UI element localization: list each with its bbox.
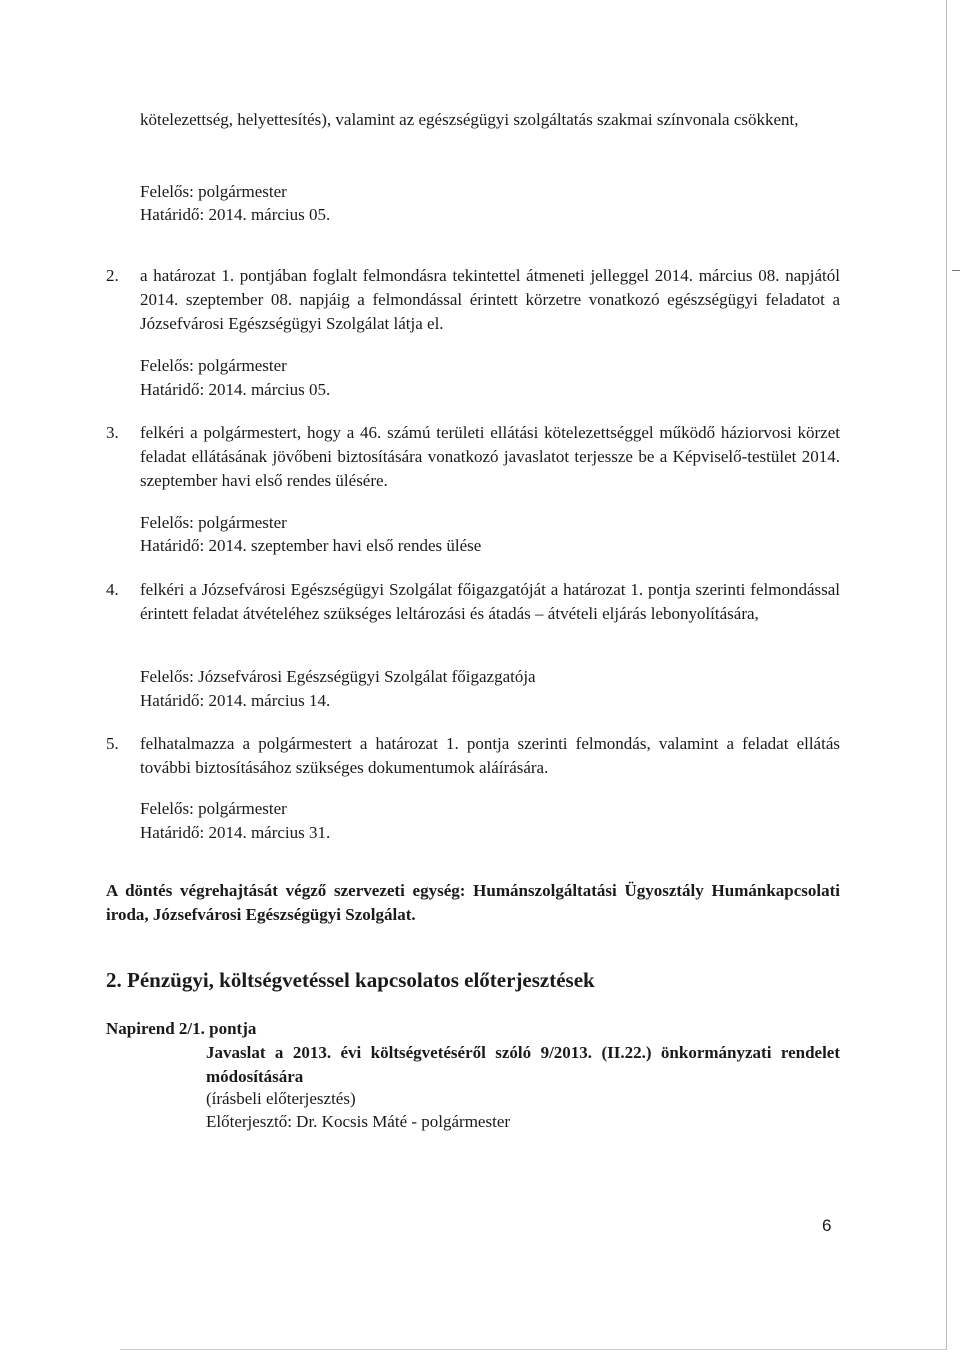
scan-bottom-line	[120, 1349, 946, 1350]
scan-edge-line	[946, 0, 947, 1350]
item-text: felkéri a polgármestert, hogy a 46. számú területi ellátási kötelezettséggel működő háziorvosi körzet feladat ellátásának jövőbeni biztosítására vonatkozó javaslatot terjessze be a Képviselő-testület 2014. szeptember havi első rendes ülésére.	[140, 423, 840, 490]
item-number: 5.	[106, 734, 119, 753]
item-text: felkéri a Józsefvárosi Egészségügyi Szolgálat főigazgatóját a határozat 1. pontja szerinti felmondással érintett feladat átvételéhez szükséges leltározási és átadás – átvételi eljárás lebonyolítására,	[140, 580, 840, 623]
item-number: 2.	[106, 266, 119, 285]
scan-edge-tick	[952, 270, 960, 271]
item-deadline: Határidő: 2014. március 31.	[140, 823, 331, 842]
item-deadline: Határidő: 2014. szeptember havi első rendes ülése	[140, 536, 482, 555]
item-number: 4.	[106, 580, 119, 599]
item-responsible: Felelős: Józsefvárosi Egészségügyi Szolgálat főigazgatója	[140, 667, 536, 686]
intro-paragraph: kötelezettség, helyettesítés), valamint az egészségügyi szolgáltatás szakmai színvonala csökkent,	[140, 110, 799, 129]
decision-unit: A döntés végrehajtását végző szervezeti egység: Humánszolgáltatási Ügyosztály Humánkapcsolati iroda, Józsefvárosi Egészségügyi Szolgálat.	[106, 881, 840, 924]
agenda-presenter: Előterjesztő: Dr. Kocsis Máté - polgármester	[206, 1112, 511, 1131]
item-deadline: Határidő: 2014. március 14.	[140, 691, 331, 710]
item-text: a határozat 1. pontjában foglalt felmondásra tekintettel átmeneti jelleggel 2014. március 08. napjától 2014. szeptember 08. napjáig a felmondással érintett körzetre vonatkozó egészségügyi feladatot a Józsefvárosi Egészségügyi Szolgálat látja el.	[140, 266, 840, 333]
item-number: 3.	[106, 423, 119, 442]
agenda-title: Javaslat a 2013. évi költségvetéséről szóló 9/2013. (II.22.) önkormányzati rendelet módosítására	[206, 1043, 840, 1086]
intro-deadline: Határidő: 2014. március 05.	[140, 205, 331, 224]
agenda-type: (írásbeli előterjesztés)	[206, 1089, 356, 1108]
agenda-label: Napirend 2/1. pontja	[106, 1019, 257, 1038]
page-number: 6	[822, 1216, 832, 1235]
item-deadline: Határidő: 2014. március 05.	[140, 380, 331, 399]
section-heading: 2. Pénzügyi, költségvetéssel kapcsolatos előterjesztések	[106, 968, 595, 992]
item-text: felhatalmazza a polgármestert a határozat 1. pontja szerinti felmondás, valamint a feladat ellátás további biztosításához szükséges dokumentumok aláírására.	[140, 734, 840, 777]
item-responsible: Felelős: polgármester	[140, 799, 287, 818]
item-responsible: Felelős: polgármester	[140, 356, 287, 375]
intro-responsible: Felelős: polgármester	[140, 182, 287, 201]
item-responsible: Felelős: polgármester	[140, 513, 287, 532]
